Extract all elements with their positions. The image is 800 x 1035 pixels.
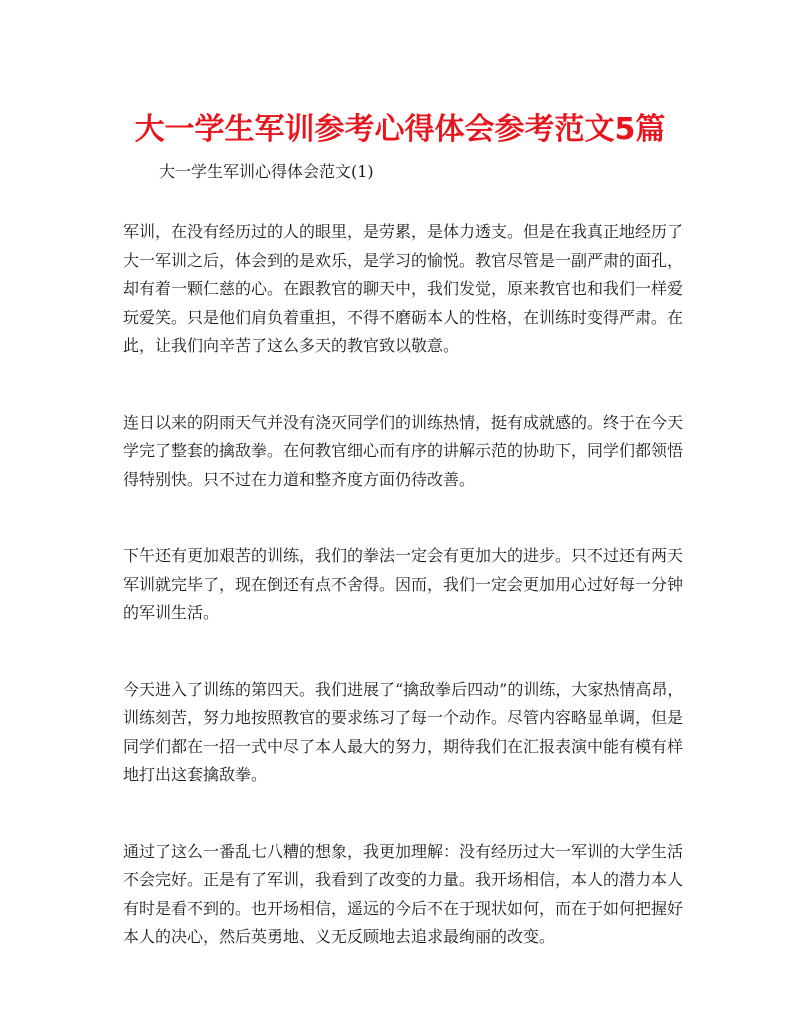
paragraph-1 [123,218,683,361]
paragraph-line: 不会完好。正是有了军训，我看到了改变的力量。我开场相信，本人的潜力本人 [123,870,684,889]
document-subtitle: 大一学生军训心得体会范文(1) [159,162,374,181]
paragraph-line: 的军训生活。 [123,603,220,622]
paragraph-line: 军训就完毕了，现在倒还有点不舍得。因而，我们一定会更加用心过好每一分钟 [123,574,684,594]
paragraph-5 [123,838,683,952]
paragraph-line: 此，让我们向辛苦了这么多天的教官致以敬意。 [123,336,460,355]
paragraph-line: 却有着一颗仁慈的心。在跟教官的聊天中，我们发觉，原来教官也和我们一样爱 [123,279,684,298]
paragraph-line: 本人的决心，然后英勇地、义无反顾地去追求最绚丽的改变。 [123,927,556,946]
paragraph-line: 有时是看不到的。也开场相信，遥远的今后不在于现状如何，而在于如何把握好 [123,898,684,918]
paragraph-line: 得特别快。只不过在力道和整齐度方面仍待改善。 [123,469,476,489]
paragraph-line: 通过了这么一番乱七八糟的想象，我更加理解：没有经历过大一军训的大学生活 [123,841,684,861]
paragraph-line: 学完了整套的擒敌拳。在何教官细心而有序的讲解示范的协助下，同学们都领悟 [123,441,684,460]
paragraph-line: 玩爱笑。只是他们肩负着重担，不得不磨砺本人的性格，在训练时变得严肃。在 [123,307,684,327]
paragraph-line: 下午还有更加艰苦的训练，我们的拳法一定会有更加大的进步。只不过还有两天 [123,546,684,565]
paragraph-line: 军训，在没有经历过的人的眼里，是劳累，是体力透支。但是在我真正地经历了 [123,222,684,241]
paragraph-line: 连日以来的阴雨天气并没有浇灭同学们的训练热情，挺有成就感的。终于在今天 [123,412,684,432]
document-title: 大一学生军训参考心得体会参考范文5篇 [134,112,666,147]
paragraph-line: 训练刻苦，努力地按照教官的要求练习了每一个动作。尽管内容略显单调，但是 [123,708,684,727]
paragraph-line: 今天进入了训练的第四天。我们进展了“擒敌拳后四动”的训练，大家热情高昂， [123,679,684,699]
paragraph-2 [123,409,683,495]
paragraph-line: 地打出这套擒敌拳。 [123,765,268,784]
paragraph-line: 同学们都在一招一式中尽了本人最大的努力，期待我们在汇报表演中能有模有样 [123,736,684,756]
document-body [123,218,683,1000]
paragraph-line: 大一军训之后，体会到的是欢乐，是学习的愉悦。教官尽管是一副严肃的面孔， [123,250,684,270]
paragraph-3 [123,542,683,628]
paragraph-4 [123,676,683,790]
